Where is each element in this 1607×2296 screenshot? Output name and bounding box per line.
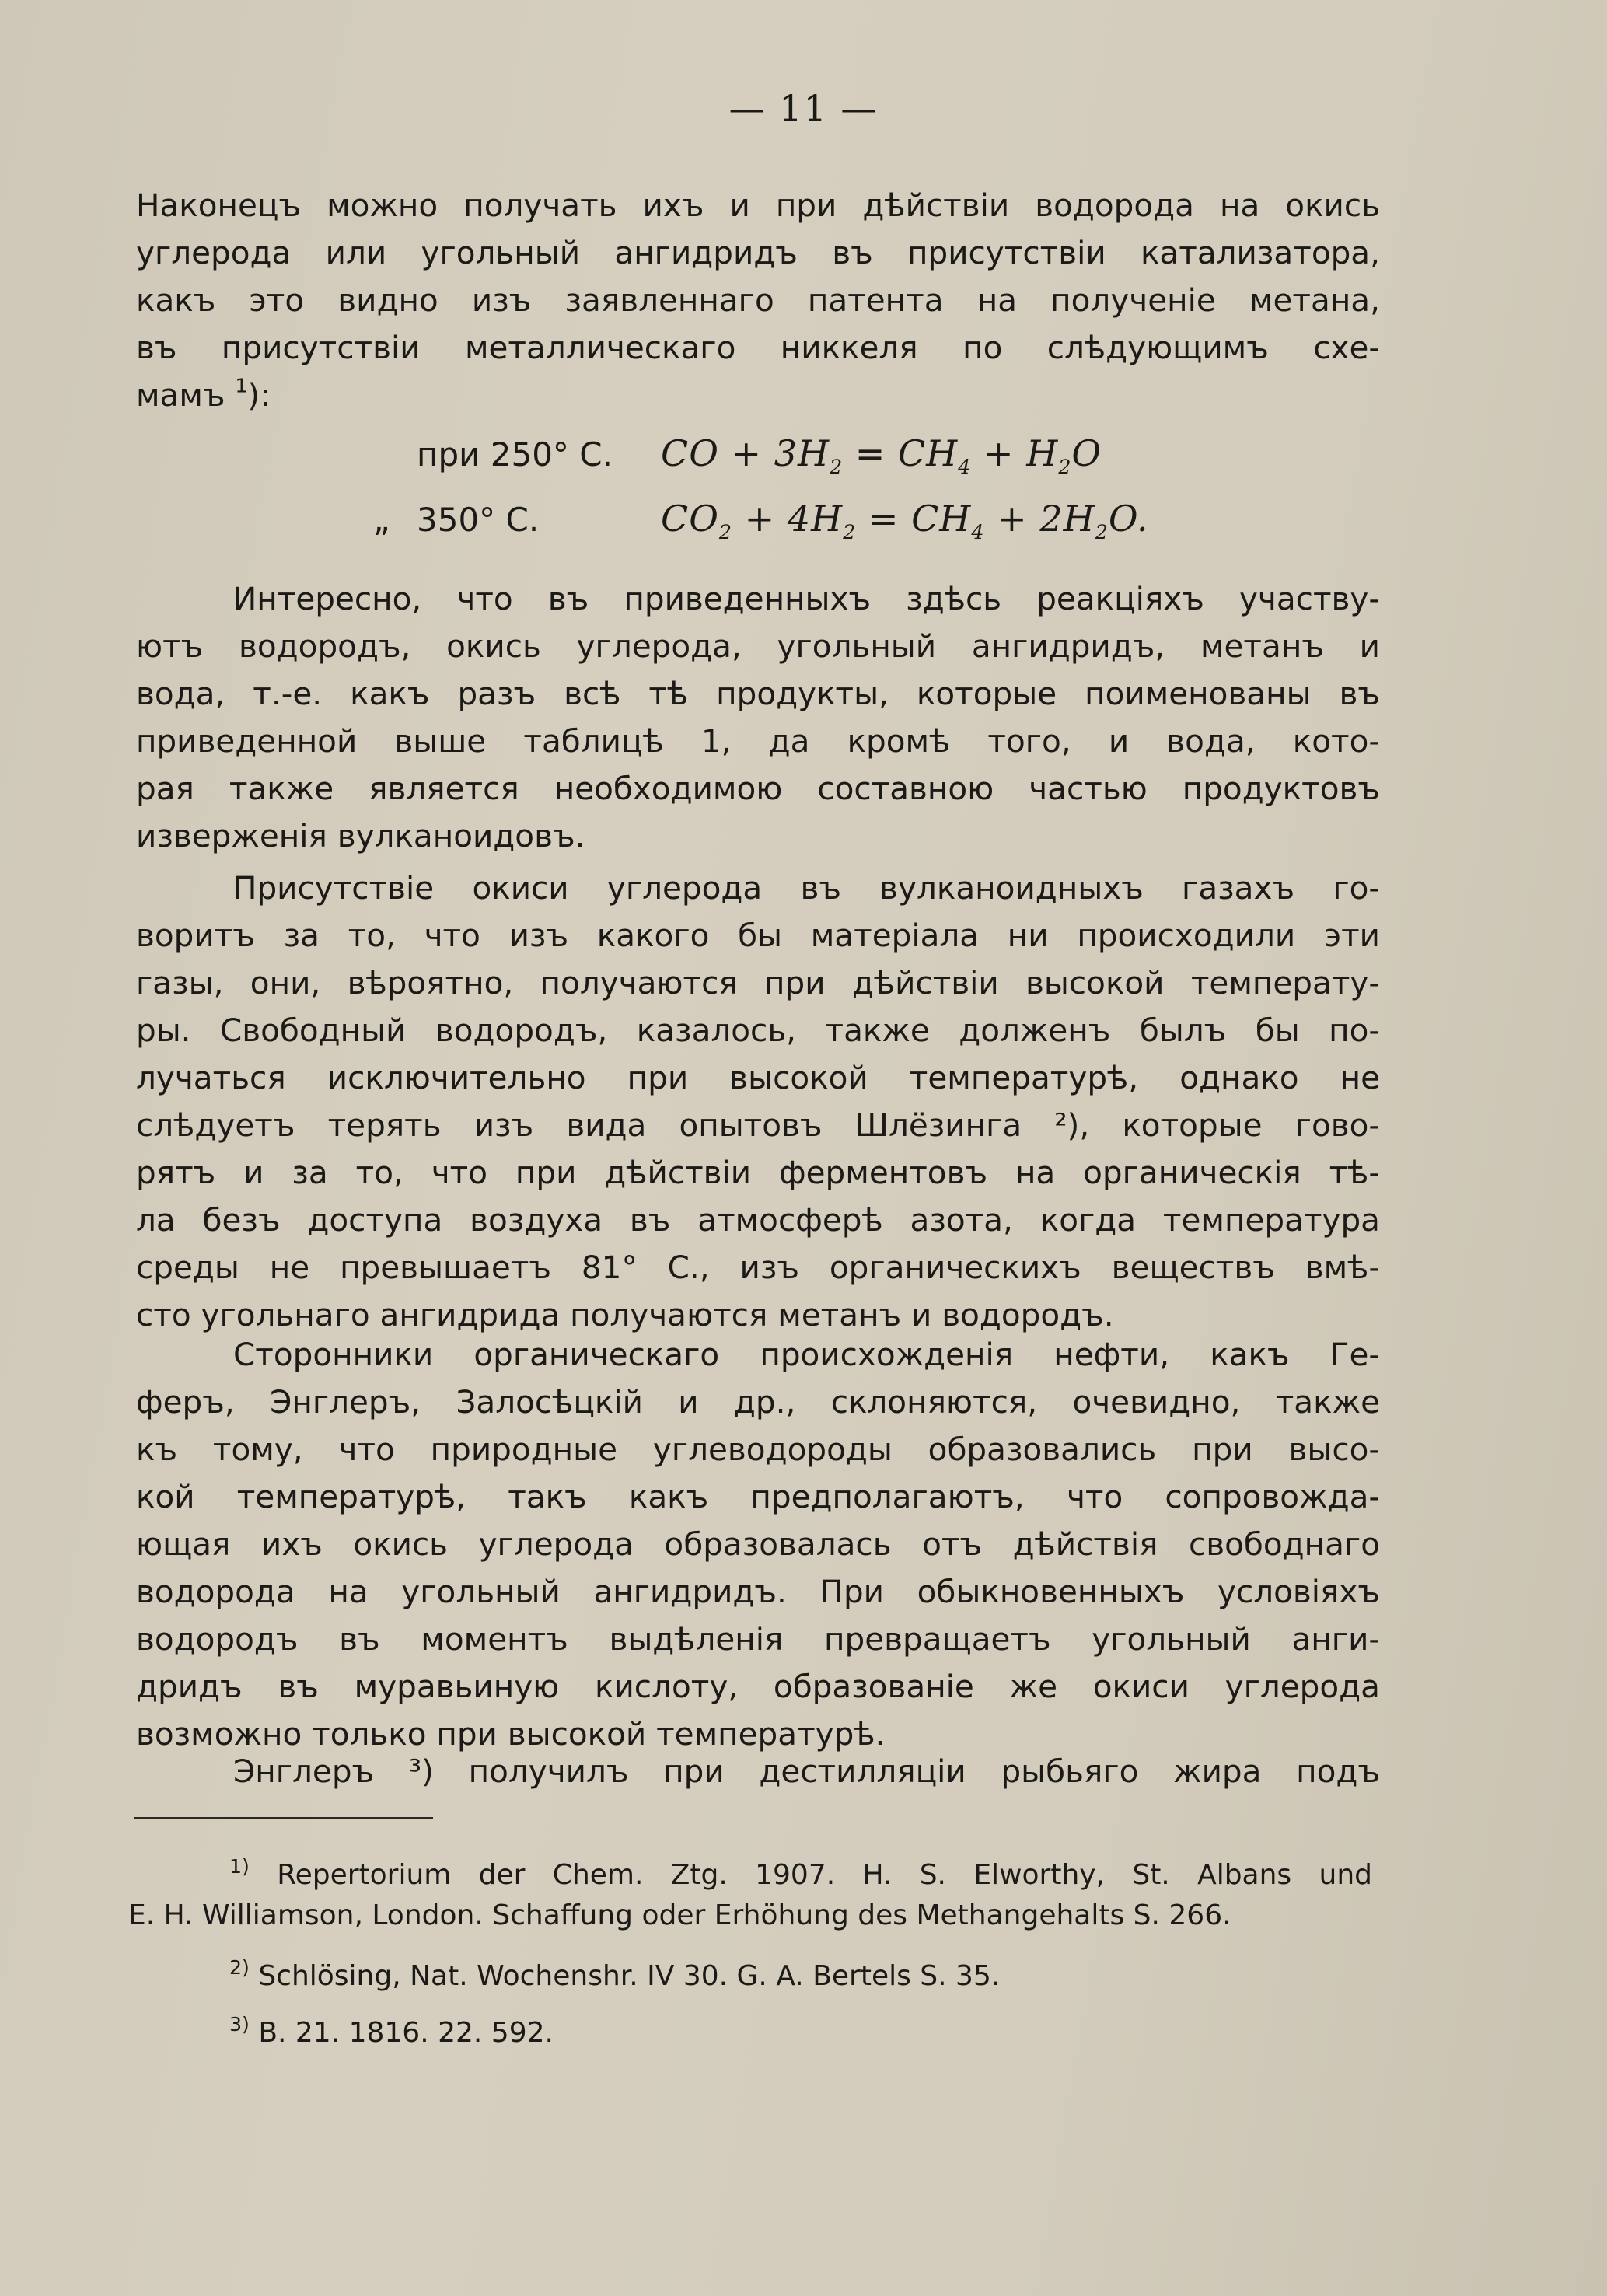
footnote-ref-1: 1 [235, 374, 248, 397]
equation-part: = CH [856, 498, 972, 540]
text-line: водорода на угольный ангидридъ. При обыкновенныхъ условіяхъ [136, 1573, 1380, 1610]
footnote-mark: 1) [229, 1855, 250, 1878]
text-line: изверженія вулканоидовъ. [136, 817, 585, 854]
text-line: вода, т.-е. какъ разъ всѣ тѣ продукты, которые поименованы въ [136, 675, 1380, 712]
text-line: приведенной выше таблицѣ 1, да кромѣ того, и вода, кото- [136, 722, 1380, 760]
equation-part: O [1071, 432, 1102, 474]
text-line: рая также является необходимою составною частью продуктовъ [136, 770, 1380, 807]
equation-part: CO + 3H [661, 432, 830, 474]
text-line: какъ это видно изъ заявленнаго патента на полученіе метана, [136, 281, 1380, 319]
equation-part: + 2H [984, 498, 1095, 540]
paragraph-carbon-monoxide [136, 865, 1380, 1339]
footnote-text: E. H. Williamson, London. Schaffung oder Erhöhung des Methangehalts S. 266. [128, 1899, 1231, 1931]
paragraph-engler [136, 1748, 1380, 1795]
text-line: сто угольнаго ангидрида получаются метанъ и водородъ. [136, 1296, 1114, 1333]
text-line: къ тому, что природные углеводороды образовались при высо- [136, 1431, 1380, 1468]
ditto-mark: „ [373, 501, 390, 539]
text-line: углерода или угольный ангидридъ въ присутствіи катализатора, [136, 234, 1380, 271]
text-line: кой температурѣ, такъ какъ предполагаютъ, что сопровожда- [136, 1478, 1380, 1515]
footnote-2 [128, 1948, 1372, 1997]
footnote-text: Schlösing, Nat. Wochenshr. IV 30. G. A. Bertels S. 35. [258, 1959, 1001, 1992]
text-line: возможно только при высокой температурѣ. [136, 1715, 886, 1753]
text-fragment: ): [247, 376, 271, 414]
text-line: Присутствіе окиси углерода въ вулканоидныхъ газахъ го- [233, 869, 1380, 907]
paragraph-interesting [136, 575, 1380, 860]
text-line: водородъ въ моментъ выдѣленія превращаетъ угольный анги- [136, 1620, 1380, 1658]
footnote-text: B. 21. 1816. 22. 592. [258, 2016, 554, 2049]
reaction-row [373, 432, 1228, 498]
equation-subscript: 2 [843, 521, 857, 544]
equation-part: CO [661, 498, 719, 540]
reaction-row [373, 498, 1228, 563]
footnote-3 [128, 2004, 1372, 2053]
text-line: ла безъ доступа воздуха въ атмосферѣ азота, когда температура [136, 1201, 1380, 1239]
reaction-condition [373, 435, 661, 474]
text-line: феръ, Энглеръ, Залосѣцкій и др., склоняются, очевидно, также [136, 1383, 1380, 1421]
text-fragment: мамъ [136, 376, 236, 414]
text-line: среды не превышаетъ 81° С., изъ органическихъ веществъ вмѣ- [136, 1249, 1380, 1286]
paragraph-organic-origin [136, 1331, 1380, 1758]
text-line [136, 372, 1380, 419]
equation-subscript: 4 [971, 521, 985, 544]
reaction-condition [373, 501, 661, 539]
text-line: Интересно, что въ приведенныхъ здѣсь реакціяхъ участву- [233, 580, 1380, 617]
equation-subscript: 2 [1058, 456, 1072, 479]
footnote [128, 1847, 1372, 1936]
text-line: въ присутствіи металлическаго никкеля по слѣдующимъ схе- [136, 329, 1380, 366]
footnote-line [128, 1896, 1372, 1936]
equation-subscript: 4 [958, 456, 972, 479]
text-line: рятъ и за то, что при дѣйствіи ферментовъ на органическія тѣ- [136, 1154, 1380, 1191]
footnote-text: Repertorium der Chem. Ztg. 1907. H. S. Elworthy, St. Albans und [277, 1858, 1372, 1891]
footnote-mark: 2) [229, 1956, 250, 1979]
text-line: ющая ихъ окись углерода образовалась отъ дѣйствія свободнаго [136, 1525, 1380, 1563]
footnote-rule [134, 1817, 433, 1819]
text-line: дридъ въ муравьиную кислоту, образованіе же окиси углерода [136, 1668, 1380, 1705]
equation-part: = CH [843, 432, 959, 474]
reaction-equation [661, 498, 1148, 543]
footnote-line [128, 2004, 1372, 2053]
equation-subscript: 2 [830, 456, 844, 479]
reaction-equation [661, 432, 1102, 478]
footnote-line [128, 1948, 1372, 1997]
equation-part: + H [971, 432, 1059, 474]
footnote-mark: 3) [229, 2013, 250, 2036]
footnote [128, 2004, 1372, 2053]
text-line: слѣдуетъ терять изъ вида опытовъ Шлёзинга ²), которые гово- [136, 1106, 1380, 1144]
equation-part: + 4H [732, 498, 844, 540]
footnote [128, 1948, 1372, 1997]
reaction-formulas [373, 432, 1228, 563]
equation-part: O. [1108, 498, 1149, 540]
text-line: лучаться исключительно при высокой температурѣ, однако не [136, 1059, 1380, 1096]
text-line: газы, они, вѣроятно, получаются при дѣйствіи высокой температу- [136, 964, 1380, 1001]
text-line: ры. Свободный водородъ, казалось, также долженъ былъ бы по- [136, 1012, 1380, 1049]
equation-subscript: 2 [1095, 521, 1109, 544]
paragraph-intro [136, 182, 1380, 419]
reaction-temperature: при 250° С. [417, 435, 613, 474]
text-line: Наконецъ можно получать ихъ и при дѣйствіи водорода на окись [136, 187, 1380, 224]
footnote-1 [128, 1847, 1372, 1936]
text-line: ютъ водородъ, окись углерода, угольный ангидридъ, метанъ и [136, 627, 1380, 665]
page-number: — 11 — [728, 87, 879, 129]
footnote-line [128, 1847, 1372, 1896]
text-line: Энглеръ ³) получилъ при дестилляціи рыбьяго жира подъ [233, 1753, 1380, 1790]
reaction-temperature: 350° С. [417, 501, 540, 539]
equation-subscript: 2 [718, 521, 733, 544]
text-line: воритъ за то, что изъ какого бы матеріала ни происходили эти [136, 917, 1380, 954]
text-line: Сторонники органическаго происхожденія нефти, какъ Ге- [233, 1336, 1380, 1373]
